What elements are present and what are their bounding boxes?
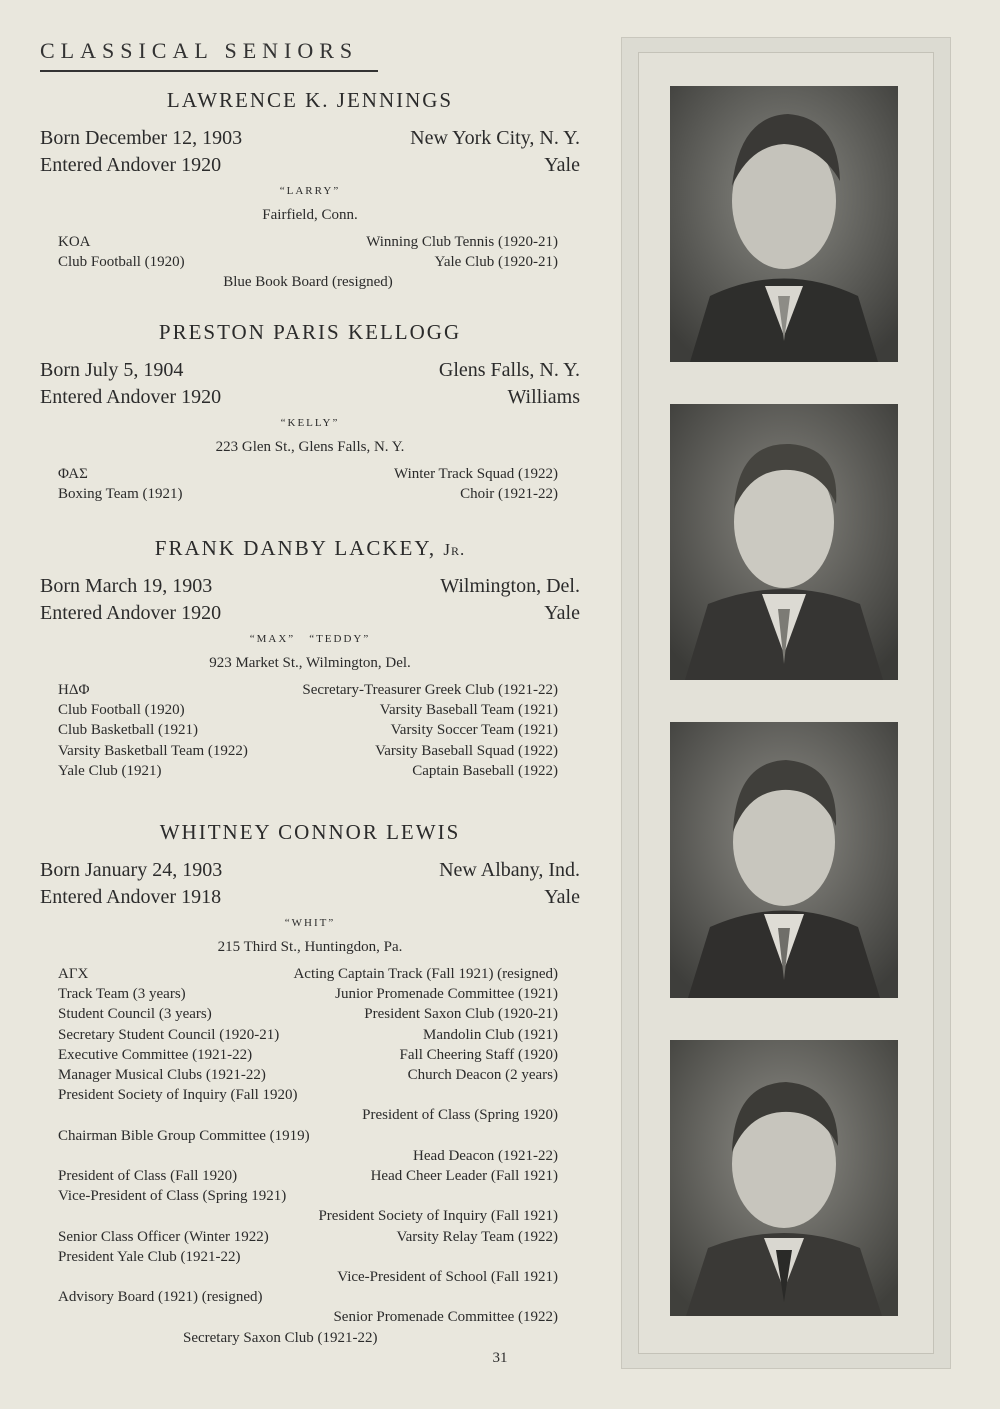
- senior-name: [40, 320, 580, 345]
- activity-row: [58, 232, 558, 252]
- home-address: Fairfield, Conn.: [262, 207, 358, 223]
- born-date: Born March 19, 1903: [40, 575, 213, 597]
- activity-row: [58, 1085, 558, 1105]
- activity-row: [58, 1065, 558, 1085]
- college: Yale: [544, 886, 580, 908]
- senior-entry-kellogg: [40, 320, 580, 504]
- activity-item: Choir (1921-22): [460, 486, 558, 503]
- born-date: Born December 12, 1903: [40, 127, 243, 149]
- activity-item: Vice-President of School (Fall 1921): [337, 1269, 558, 1286]
- activity-row: [58, 700, 558, 720]
- activity-item: Secretary Student Council (1920-21): [58, 1026, 280, 1043]
- nickname-text: “WHIT”: [284, 917, 336, 929]
- senior-name: [40, 820, 580, 845]
- senior-name-text: LAWRENCE K. JENNINGS: [166, 88, 454, 112]
- activity-item: Senior Promenade Committee (1922): [333, 1309, 558, 1326]
- nickname: [40, 629, 580, 649]
- nickname: [40, 913, 580, 933]
- activity-row: [58, 484, 558, 504]
- activity-item: President of Class (Spring 1920): [362, 1107, 558, 1124]
- birthplace: Glens Falls, N. Y.: [438, 359, 580, 381]
- entered-line: [40, 384, 580, 411]
- activity-item: Junior Promenade Committee (1921): [335, 986, 558, 1003]
- activity-item: ΦΑΣ: [58, 466, 88, 482]
- activities-list: [58, 464, 558, 504]
- born-date: Born July 5, 1904: [40, 359, 184, 381]
- page-number: 31: [492, 1350, 508, 1366]
- activity-item: President Society of Inquiry (Fall 1920): [58, 1087, 298, 1104]
- activity-item: Advisory Board (1921) (resigned): [58, 1289, 263, 1306]
- entered-year: Entered Andover 1920: [40, 154, 222, 176]
- entered-line: [40, 152, 580, 179]
- birth-line: [40, 573, 580, 600]
- entered-line: [40, 884, 580, 911]
- activities-list: [58, 964, 558, 1348]
- senior-name-text: WHITNEY CONNOR LEWIS: [159, 820, 461, 844]
- activity-item: ΗΔΦ: [58, 682, 90, 698]
- activity-row: [58, 1004, 558, 1024]
- activity-row: [58, 272, 558, 292]
- portrait-photo-kellogg: [670, 404, 898, 680]
- home-address: 223 Glen St., Glens Falls, N. Y.: [215, 439, 405, 455]
- activity-item: Club Football (1920): [58, 254, 185, 271]
- nickname-text: “KELLY”: [280, 417, 340, 429]
- entered-year: Entered Andover 1920: [40, 602, 222, 624]
- college: Yale: [544, 154, 580, 176]
- activity-row: [58, 1186, 558, 1206]
- activity-item: President Saxon Club (1920-21): [364, 1006, 558, 1023]
- activity-row: [58, 741, 558, 761]
- activity-row: [58, 1166, 558, 1186]
- birthplace: Wilmington, Del.: [440, 575, 580, 597]
- activity-item: KOA: [58, 234, 91, 250]
- birthplace: New York City, N. Y.: [410, 127, 580, 149]
- nickname-text: “LARRY”: [279, 185, 341, 197]
- page-title: CLASSICAL SENIORS: [40, 38, 359, 63]
- senior-name: [40, 88, 580, 113]
- entered-line: [40, 600, 580, 627]
- activity-row: [58, 1328, 558, 1348]
- activity-item: Head Cheer Leader (Fall 1921): [370, 1168, 558, 1185]
- senior-entry-lewis: [40, 820, 580, 1348]
- activity-row: [58, 680, 558, 700]
- senior-name: [40, 536, 580, 561]
- senior-entry-jennings: [40, 88, 580, 293]
- activity-item: Church Deacon (2 years): [407, 1067, 558, 1084]
- nickname: [40, 181, 580, 201]
- activity-row: [58, 1105, 558, 1125]
- born-date: Born January 24, 1903: [40, 859, 223, 881]
- entered-year: Entered Andover 1920: [40, 386, 222, 408]
- activity-row: [58, 252, 558, 272]
- activity-row: [58, 1247, 558, 1267]
- activity-item: Secretary-Treasurer Greek Club (1921-22): [302, 682, 558, 698]
- portrait-photo-lackey: [670, 722, 898, 998]
- activity-row: [58, 1146, 558, 1166]
- activity-item: President of Class (Fall 1920): [58, 1168, 238, 1185]
- activity-row: [58, 1307, 558, 1327]
- activity-row: [58, 1045, 558, 1065]
- activities-list: [58, 680, 558, 781]
- activity-item: Executive Committee (1921-22): [58, 1046, 253, 1063]
- activity-item: Yale Club (1921): [58, 762, 162, 779]
- activity-item: Vice-President of Class (Spring 1921): [58, 1188, 287, 1205]
- entered-year: Entered Andover 1918: [40, 886, 222, 908]
- activity-item: Secretary Saxon Club (1921-22): [183, 1329, 378, 1346]
- activity-item: Mandolin Club (1921): [423, 1026, 558, 1043]
- activity-item: Varsity Baseball Team (1921): [379, 702, 558, 719]
- activity-row: [58, 1227, 558, 1247]
- birthplace: New Albany, Ind.: [439, 859, 580, 881]
- activity-item: Manager Musical Clubs (1921-22): [58, 1067, 266, 1084]
- page-header: [40, 38, 380, 72]
- activity-item: Winter Track Squad (1922): [394, 466, 558, 482]
- home-address: 215 Third St., Huntingdon, Pa.: [217, 939, 403, 955]
- activity-item: Yale Club (1920-21): [434, 254, 558, 271]
- activity-item: Student Council (3 years): [58, 1006, 212, 1023]
- senior-name-text: FRANK DANBY LACKEY,: [154, 536, 437, 560]
- birth-line: [40, 125, 580, 152]
- portrait-photo-lewis: [670, 1040, 898, 1316]
- activity-item: President Society of Inquiry (Fall 1921): [318, 1208, 558, 1225]
- birth-line: [40, 357, 580, 384]
- nickname-text: “TEDDY”: [309, 633, 371, 645]
- activity-item: Varsity Relay Team (1922): [396, 1228, 558, 1245]
- home-address: 923 Market St., Wilmington, Del.: [209, 655, 411, 671]
- activity-row: [58, 984, 558, 1004]
- college: Yale: [544, 602, 580, 624]
- activity-item: Varsity Baseball Squad (1922): [375, 742, 558, 759]
- activity-item: Winning Club Tennis (1920-21): [366, 234, 558, 250]
- header-rule: [40, 70, 378, 72]
- activity-item: Head Deacon (1921-22): [413, 1147, 558, 1164]
- activity-item: Senior Class Officer (Winter 1922): [58, 1228, 269, 1245]
- activity-item: Blue Book Board (resigned): [223, 274, 393, 291]
- activity-row: [58, 1267, 558, 1287]
- activity-item: Club Football (1920): [58, 702, 185, 719]
- activity-row: [58, 1287, 558, 1307]
- activity-row: [58, 1206, 558, 1226]
- senior-name-text: PRESTON PARIS KELLOGG: [158, 320, 462, 344]
- activity-item: Varsity Soccer Team (1921): [390, 722, 558, 739]
- activity-row: [58, 1025, 558, 1045]
- activity-item: Boxing Team (1921): [58, 486, 183, 503]
- activity-row: [58, 720, 558, 740]
- name-suffix: Jr.: [443, 540, 466, 559]
- activity-item: Chairman Bible Group Committee (1919): [58, 1127, 310, 1144]
- nickname-text: “MAX”: [249, 633, 296, 645]
- activity-row: [58, 464, 558, 484]
- activity-row: [58, 1126, 558, 1146]
- birth-line: [40, 857, 580, 884]
- activity-item: ΑΓΧ: [58, 966, 89, 982]
- college: Williams: [507, 386, 580, 408]
- activity-item: Fall Cheering Staff (1920): [399, 1046, 558, 1063]
- activity-item: President Yale Club (1921-22): [58, 1248, 241, 1265]
- activity-item: Varsity Basketball Team (1922): [58, 742, 248, 759]
- nickname: [40, 413, 580, 433]
- activity-item: Captain Baseball (1922): [412, 762, 558, 779]
- activity-row: [58, 761, 558, 781]
- activity-item: Club Basketball (1921): [58, 722, 198, 739]
- activity-item: Acting Captain Track (Fall 1921) (resigned): [293, 966, 558, 982]
- activity-item: Track Team (3 years): [58, 986, 186, 1003]
- activity-row: [58, 964, 558, 984]
- portrait-photo-jennings: [670, 86, 898, 362]
- activities-list: [58, 232, 558, 293]
- senior-entry-lackey: [40, 536, 580, 781]
